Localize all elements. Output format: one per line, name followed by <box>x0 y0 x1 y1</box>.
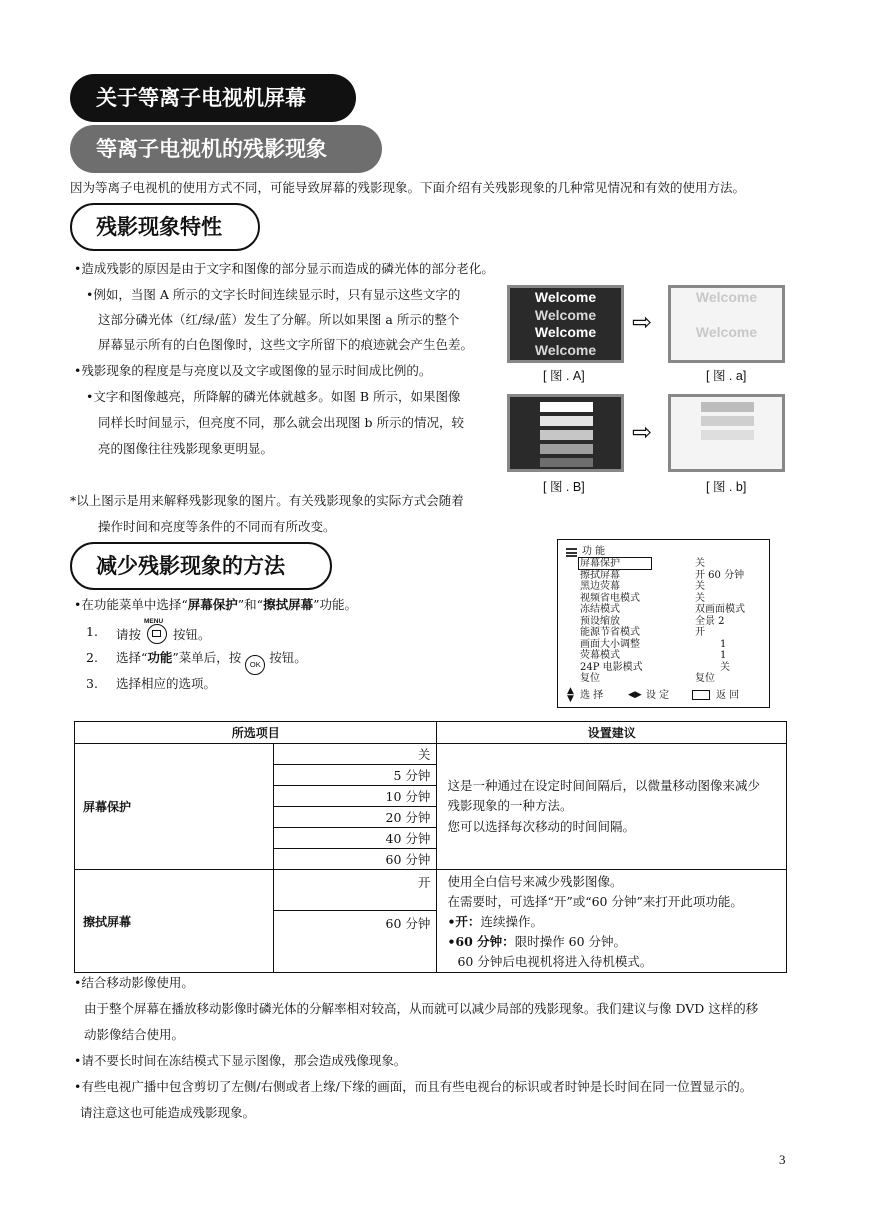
menu-label: MENU <box>144 618 164 625</box>
caption-fig-a: [ 图 . a] <box>706 369 747 383</box>
intro-text: 因为等离子电视机的使用方式不同，可能导致屏幕的残影现象。下面介绍有关残影现象的几种常见情况和有效的使用方法。 <box>70 180 746 195</box>
footer-select: 选 择 <box>580 690 604 701</box>
welcome-text: Welcome <box>534 306 597 323</box>
option-cell: 10 分钟 <box>273 786 437 807</box>
option-cell: 60 分钟 <box>273 911 437 973</box>
bottom-bullet-broadcast: •有些电视广播中包含剪切了左侧/右侧或者上缘/下缘的画面，而且有些电视台的标识或者时钟是长时间在同一位置显示的。 <box>74 1079 753 1094</box>
left-right-icon: ◀▶ <box>628 690 642 700</box>
welcome-text: Welcome <box>534 289 597 305</box>
table-header-advice: 设置建议 <box>437 722 787 744</box>
bullet-cause: •造成残影的原因是由于文字和图像的部分显示而造成的磷光体的部分老化。 <box>74 261 494 276</box>
settings-table <box>74 721 787 973</box>
option-cell: 开 <box>273 870 437 911</box>
figure-B <box>507 394 624 472</box>
return-icon <box>692 690 710 700</box>
bullet-brightness-line1: •文字和图像越亮，所降解的磷光体就越多。如图 B 所示，如果图像 <box>86 389 461 404</box>
bullet-example-line3: 屏幕显示所有的白色图像时，这些文字所留下的痕迹就会产生色差。 <box>98 337 474 352</box>
bullet-brightness-line3: 亮的图像往往残影现象更明显。 <box>98 441 274 456</box>
bullet-brightness-line2: 同样长时间显示，但亮度不同，那么就会出现图 b 所示的情况，较 <box>98 415 464 430</box>
welcome-ghost-text: Welcome <box>695 289 758 305</box>
bottom-line-2: 由于整个屏幕在播放移动影像时磷光体的分解率相对较高，从而就可以减少局部的残影现象。我们建议与像 DVD 这样的移 <box>84 1001 759 1016</box>
footer-set: 设 定 <box>646 690 670 701</box>
menu-button-icon <box>144 618 167 644</box>
screensaver-description: 这是一种通过在设定时间间隔后，以微量移动图像来减少 残影现象的一种方法。 您可以选择每次移动的时间间隔。 <box>437 744 787 870</box>
menu-title: 功 能 <box>582 546 606 557</box>
option-cell: 5 分钟 <box>273 765 437 786</box>
step-2-text: 选择“功能”菜单后，按 OK 按钮。 <box>116 650 307 675</box>
bottom-line-6: 请注意这也可能造成残影现象。 <box>80 1105 256 1120</box>
welcome-text: Welcome <box>534 341 597 358</box>
bullet-select-functions: •在功能菜单中选择“屏幕保护”和“擦拭屏幕”功能。 <box>74 597 357 612</box>
page-title: 关于等离子电视机屏幕 <box>70 74 356 122</box>
bottom-bullet-freeze: •请不要长时间在冻结模式下显示图像，那会造成残像现象。 <box>74 1053 407 1068</box>
bottom-line-3: 动影像结合使用。 <box>84 1027 185 1042</box>
footer-back: 返 回 <box>716 690 740 701</box>
arrow-right-icon: ⇨ <box>632 418 653 446</box>
bullet-degree: •残影现象的程度是与亮度以及文字或图像的显示时间成比例的。 <box>74 363 432 378</box>
up-down-icon: ▲ ▼ <box>567 686 574 704</box>
menu-list-icon <box>566 548 577 557</box>
step-1-number: 1. <box>86 624 98 639</box>
row-wipe-name: 擦拭屏幕 <box>75 870 274 973</box>
bottom-bullet-moving: •结合移动影像使用。 <box>74 975 194 990</box>
wipe-description: 使用全白信号来减少残影图像。 在需要时，可选择“开”或“60 分钟”来打开此项功能。 •开：连续操作。 •60 分钟：限时操作 60 分钟。 60 分钟后电视机将进入待机模式。 <box>437 870 787 973</box>
section-title: 等离子电视机的残影现象 <box>70 125 382 173</box>
step-2-number: 2. <box>86 650 98 665</box>
function-menu-panel: 功 能 屏幕保护 关 擦拭屏幕 开 60 分钟 黑边荧幕 关 视频省电模式 关 冻结模式 双画面模式 预设缩放 全景 2 能源节省模式 开 画面大小调整 1 荧幕模式 1 24P 电影模式 关 复位 复位 ▲ ▼ 选 择 ◀▶ 设 定 返 回 <box>557 539 770 708</box>
step-3-number: 3. <box>86 676 98 691</box>
table-header-item: 所选项目 <box>75 722 437 744</box>
step-3-text: 选择相应的选项。 <box>116 676 217 691</box>
caption-fig-b: [ 图 . b] <box>706 480 747 494</box>
note-line2: 操作时间和亮度等条件的不同而有所改变。 <box>98 519 336 534</box>
note-line1: *以上图示是用来解释残影现象的图片。有关残影现象的实际方式会随着 <box>70 493 464 508</box>
caption-fig-A: [ 图 . A] <box>543 369 585 383</box>
caption-fig-B: [ 图 . B] <box>543 480 585 494</box>
heading-reduce-methods: 减少残影现象的方法 <box>70 542 332 590</box>
option-cell: 20 分钟 <box>273 807 437 828</box>
step-1-text: 请按 MENU 按钮。 <box>116 624 211 644</box>
figure-a <box>668 285 785 363</box>
option-cell: 关 <box>273 744 437 765</box>
welcome-ghost-text: Welcome <box>695 324 758 340</box>
ok-button-icon: OK <box>245 655 265 675</box>
option-cell: 60 分钟 <box>273 849 437 870</box>
figure-b <box>668 394 785 472</box>
option-cell: 40 分钟 <box>273 828 437 849</box>
arrow-right-icon: ⇨ <box>632 308 653 336</box>
welcome-text: Welcome <box>534 324 597 340</box>
row-screensaver-name: 屏幕保护 <box>75 744 274 870</box>
heading-characteristics: 残影现象特性 <box>70 203 260 251</box>
bullet-example-line1: •例如，当图 A 所示的文字长时间连续显示时，只有显示这些文字的 <box>86 287 461 302</box>
figure-A <box>507 285 624 363</box>
page-number: 3 <box>779 1152 786 1167</box>
bullet-example-line2: 这部分磷光体（红/绿/蓝）发生了分解。所以如果图 a 所示的整个 <box>98 312 460 327</box>
